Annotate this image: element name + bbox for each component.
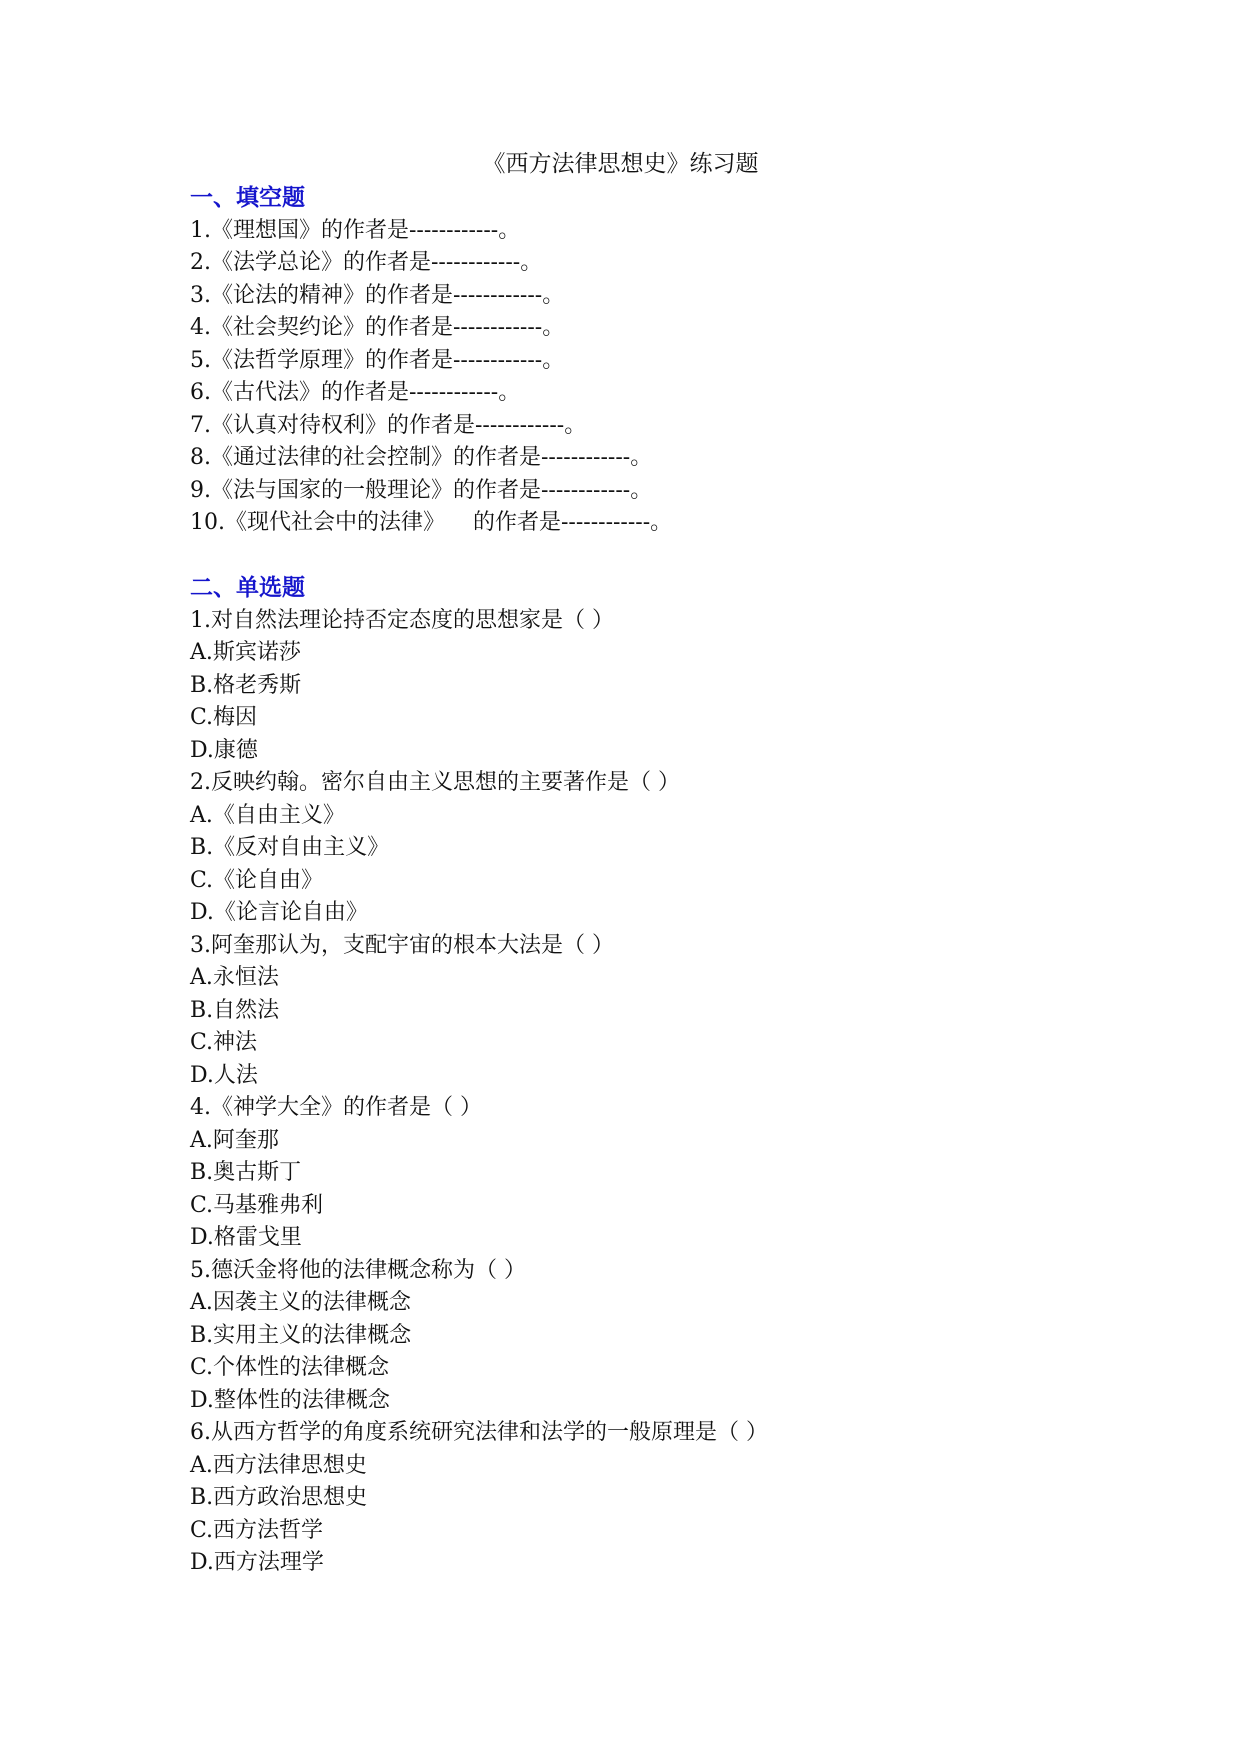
option-d: D.整体性的法律概念 bbox=[190, 1387, 390, 1413]
fill-in-item: 2.《法学总论》的作者是------------。 bbox=[190, 250, 543, 275]
fill-in-item: 7.《认真对待权利》的作者是------------。 bbox=[190, 412, 587, 438]
fill-in-item: 5.《法哲学原理》的作者是------------。 bbox=[190, 347, 565, 373]
option-b: B.实用主义的法律概念 bbox=[190, 1322, 412, 1348]
fill-in-item: 8.《通过法律的社会控制》的作者是------------。 bbox=[190, 445, 653, 470]
fill-in-item: 3.《论法的精神》的作者是------------。 bbox=[190, 282, 565, 308]
option-b: B.西方政治思想史 bbox=[190, 1485, 368, 1510]
fill-in-item: 10.《现代社会中的法律》 的作者是------------。 bbox=[190, 510, 673, 535]
option-b: B.《反对自由主义》 bbox=[190, 835, 390, 860]
option-c: C.神法 bbox=[190, 1030, 258, 1055]
option-a: A.因袭主义的法律概念 bbox=[190, 1290, 411, 1315]
option-c: C.西方法哲学 bbox=[190, 1517, 324, 1543]
single-choice-section bbox=[190, 572, 1150, 1580]
fill-in-section bbox=[190, 182, 1150, 540]
option-a: A.斯宾诺莎 bbox=[190, 640, 301, 665]
option-b: B.自然法 bbox=[190, 997, 280, 1023]
fill-in-item: 1.《理想国》的作者是------------。 bbox=[190, 217, 521, 243]
option-d: D.格雷戈里 bbox=[190, 1225, 302, 1250]
option-d: D.西方法理学 bbox=[190, 1550, 324, 1575]
question-stem: 5.德沃金将他的法律概念称为（ ） bbox=[190, 1257, 526, 1283]
option-b: B.奥古斯丁 bbox=[190, 1160, 302, 1185]
option-c: C.马基雅弗利 bbox=[190, 1192, 324, 1218]
question-stem: 2.反映约翰。密尔自由主义思想的主要著作是（ ） bbox=[190, 770, 680, 795]
single-choice-heading: 二、单选题 bbox=[190, 574, 305, 601]
question-stem: 3.阿奎那认为，支配宇宙的根本大法是（ ） bbox=[190, 932, 614, 958]
question bbox=[190, 930, 1150, 1093]
option-c: C.《论自由》 bbox=[190, 867, 324, 893]
option-a: A.西方法律思想史 bbox=[190, 1452, 367, 1478]
document-title: 《西方法律思想史》练习题 bbox=[482, 151, 759, 177]
option-c: C.个体性的法律概念 bbox=[190, 1355, 390, 1380]
question bbox=[190, 1092, 1150, 1255]
question-stem: 4.《神学大全》的作者是（ ） bbox=[190, 1095, 482, 1120]
document-body bbox=[190, 182, 1150, 1580]
fill-in-heading: 一、填空题 bbox=[190, 184, 305, 211]
section-spacer bbox=[190, 540, 1150, 573]
option-b: B.格老秀斯 bbox=[190, 672, 302, 698]
question bbox=[190, 1417, 1150, 1580]
fill-in-item: 4.《社会契约论》的作者是------------。 bbox=[190, 315, 565, 340]
option-d: D.人法 bbox=[190, 1062, 258, 1088]
option-a: A.永恒法 bbox=[190, 965, 279, 990]
fill-in-item: 6.《古代法》的作者是------------。 bbox=[190, 380, 521, 405]
fill-in-list bbox=[190, 215, 1150, 540]
option-a: A.《自由主义》 bbox=[190, 802, 345, 828]
option-a: A.阿奎那 bbox=[190, 1127, 279, 1153]
question bbox=[190, 605, 1150, 768]
option-d: D.康德 bbox=[190, 737, 258, 763]
fill-in-item: 9.《法与国家的一般理论》的作者是------------。 bbox=[190, 477, 653, 503]
question bbox=[190, 767, 1150, 930]
option-d: D.《论言论自由》 bbox=[190, 900, 368, 925]
question bbox=[190, 1255, 1150, 1418]
question-stem: 6.从西方哲学的角度系统研究法律和法学的一般原理是（ ） bbox=[190, 1420, 768, 1445]
option-c: C.梅因 bbox=[190, 705, 258, 730]
question-stem: 1.对自然法理论持否定态度的思想家是（ ） bbox=[190, 607, 614, 633]
